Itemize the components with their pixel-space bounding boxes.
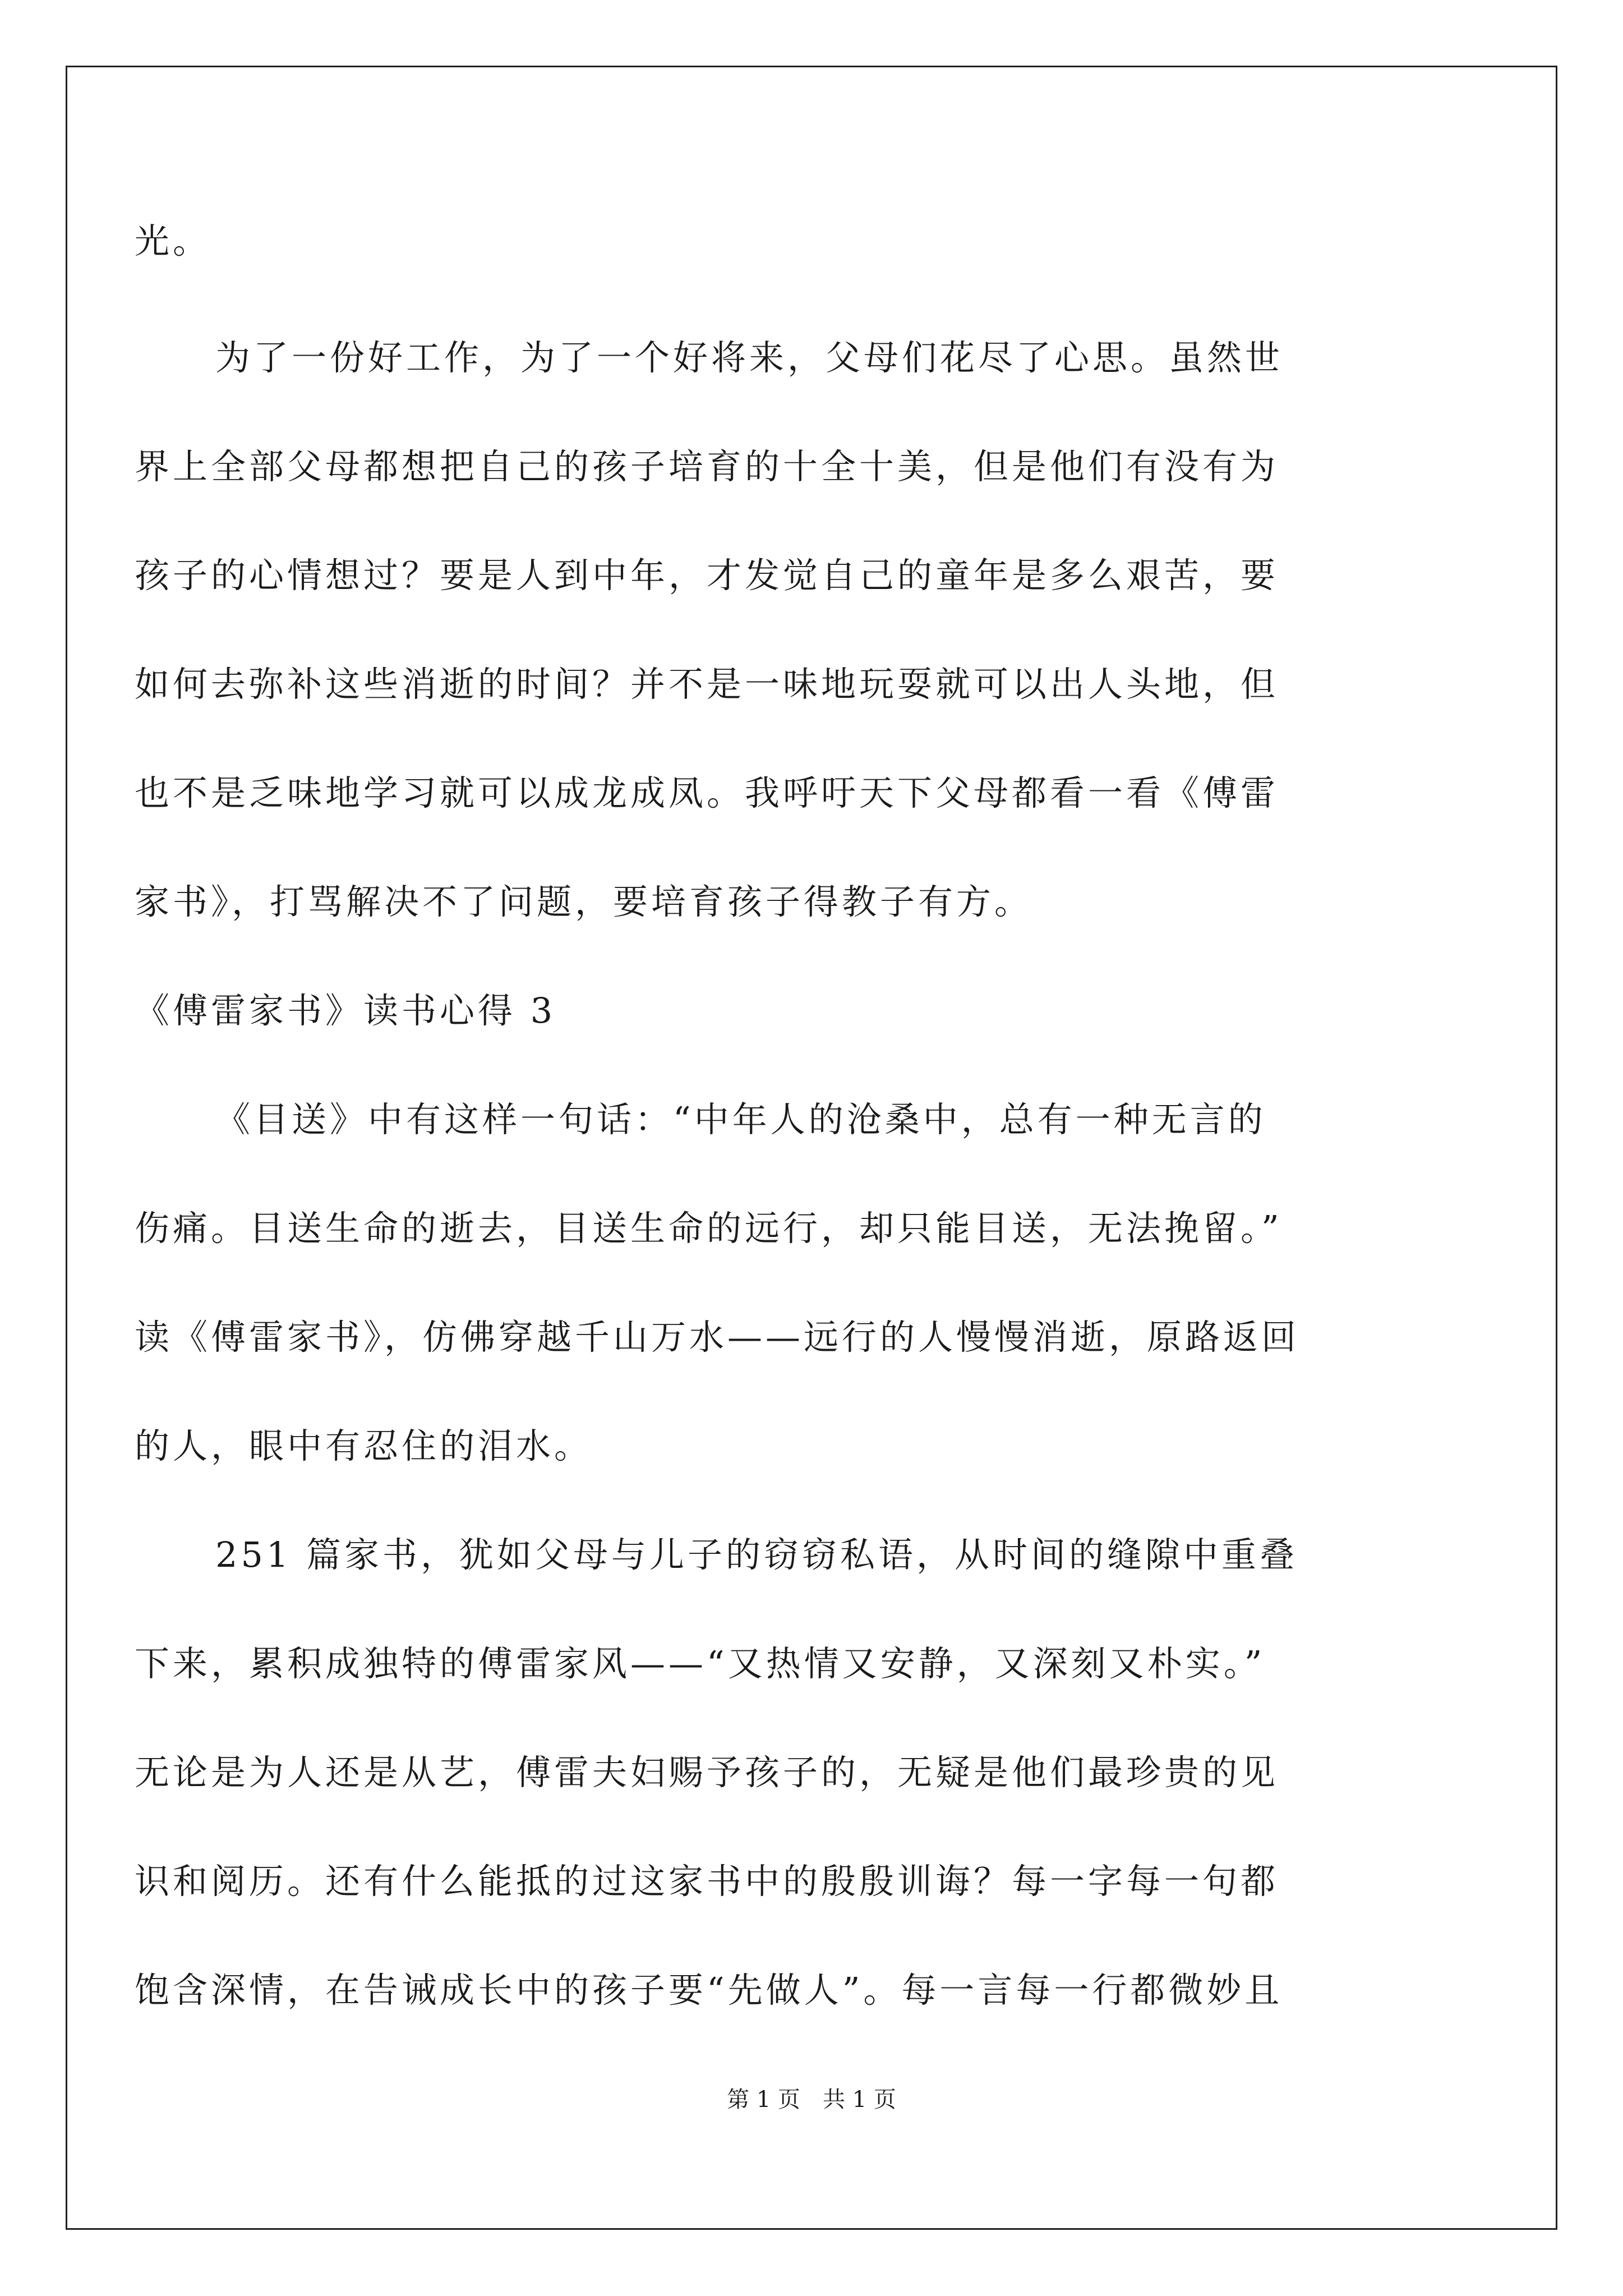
text-line: 光。: [135, 220, 211, 261]
text-line: 饱含深情，在告诫成长中的孩子要“先做人”。每一言每一行都微妙且: [135, 1970, 1283, 2010]
text-line: 孩子的心情想过？要是人到中年，才发觉自己的童年是多么艰苦，要: [135, 555, 1279, 596]
paragraph-line: 《目送》中有这样一句话：“中年人的沧桑中，总有一种无言的: [215, 1099, 1266, 1140]
text-line: 家书》，打骂解决不了问题，要培育孩子得教子有方。: [135, 881, 1033, 922]
text-line: 伤痛。目送生命的逝去，目送生命的远行，却只能目送，无法挽留。”: [135, 1208, 1283, 1249]
text-line: 界上全部父母都想把自己的孩子培育的十全十美，但是他们有没有为: [135, 446, 1279, 487]
text-line: 无论是为人还是从艺，傅雷夫妇赐予孩子的，无疑是他们最珍贵的见: [135, 1752, 1279, 1793]
page-number-footer: 第 1 页 共 1 页: [727, 2087, 896, 2113]
paragraph-line: 251 篇家书，犹如父母与儿子的窃窃私语，从时间的缝隙中重叠: [215, 1534, 1298, 1575]
paragraph-line: 为了一份好工作，为了一个好将来，父母们花尽了心思。虽然世: [215, 337, 1284, 378]
text-line: 如何去弥补这些消逝的时间？并不是一味地玩耍就可以出人头地，但: [135, 664, 1279, 705]
text-line: 下来，累积成独特的傅雷家风——“又热情又安静，又深刻又朴实。”: [135, 1643, 1266, 1684]
text-line: 识和阅历。还有什么能抵的过这家书中的殷殷训诲？每一字每一句都: [135, 1861, 1279, 1902]
section-heading: 《傅雷家书》读书心得 3: [135, 990, 556, 1031]
text-line: 也不是乏味地学习就可以成龙成凤。我呼吁天下父母都看一看《傅雷: [135, 772, 1279, 813]
page-border: [66, 66, 1557, 2230]
text-line: 的人，眼中有忍住的泪水。: [135, 1425, 593, 1466]
text-line: 读《傅雷家书》，仿佛穿越千山万水——远行的人慢慢消逝，原路返回: [135, 1317, 1300, 1358]
